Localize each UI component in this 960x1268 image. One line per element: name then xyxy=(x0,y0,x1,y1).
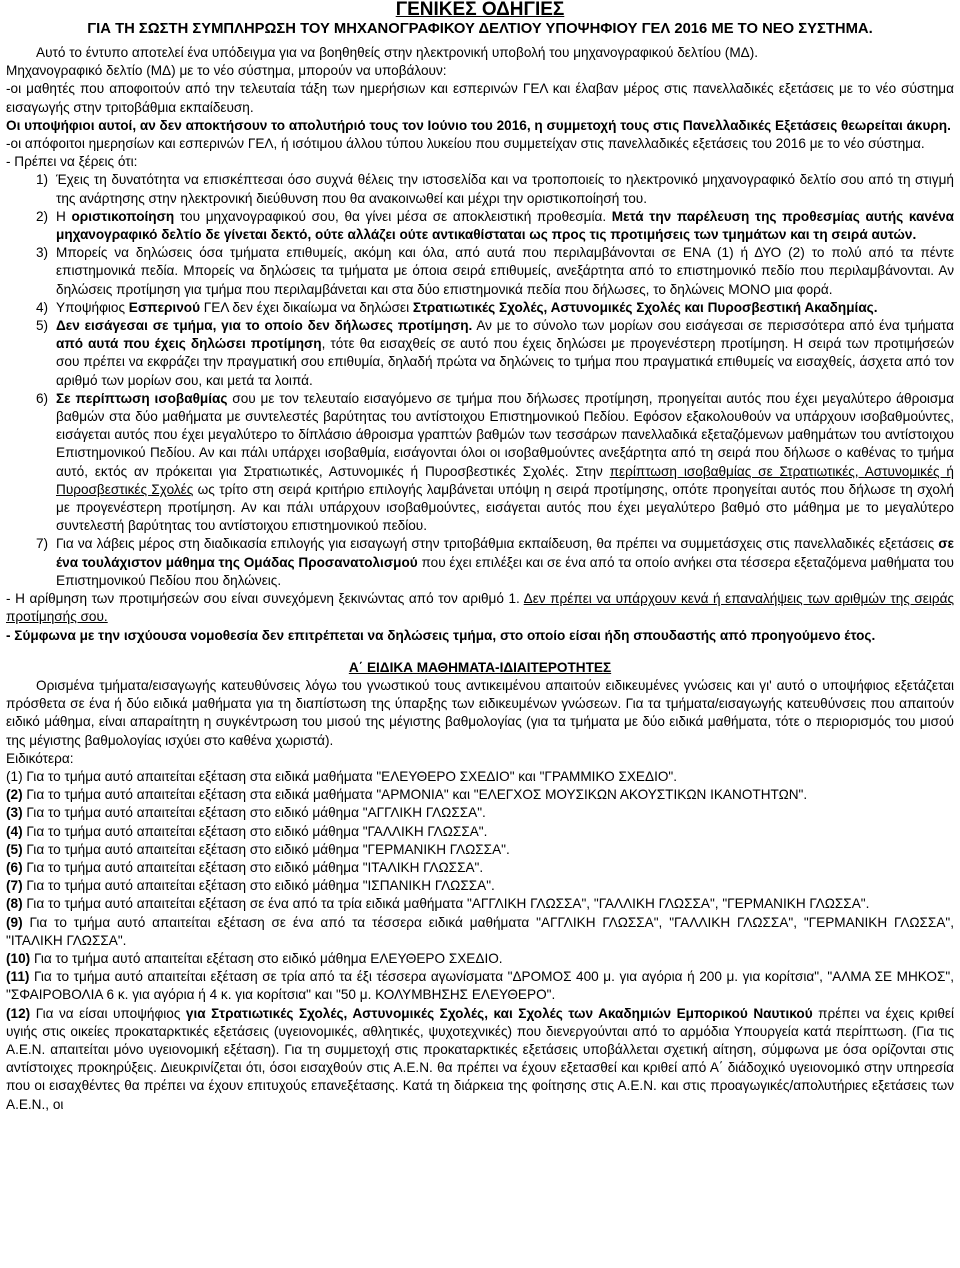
text-run: Αν με το σύνολο των μορίων σου εισάγεσαι σε περισσότερα από ένα τμήματα xyxy=(472,318,954,334)
text-run: ως τρίτο στη σειρά κριτήριο επιλογής λαμβάνεται υπόψη η σειρά προτίμησης, οπότε προηγείται αυτός που δήλωσε τη σχολή με προγενέστερη προτίμηση. Αν και πάλι υπάρχουν ισοβαθμούντες, εισάγεται αυτός που έχει μεγαλύτερο βαθμό στο μάθημα με το μεγαλύτερο συντελεστή βαρύτητας του αντίστοιχου επιστημονικού πεδίου. xyxy=(56,481,954,534)
special-note-text: Για το τμήμα αυτό απαιτείται εξέταση στο ειδικό μάθημα "ΙΤΑΛΙΚΗ ΓΛΩΣΣΑ". xyxy=(22,859,484,875)
text-run: από αυτά που έχεις δηλώσει προτίμηση xyxy=(56,336,322,352)
special-note-text: Για το τμήμα αυτό απαιτείται εξέταση σε ένα από τα τρία ειδικά μαθήματα "ΑΓΓΛΙΚΗ ΓΛΩΣΣΑ", "ΓΑΛΛΙΚΗ ΓΛΩΣΣΑ", "ΓΕΡΜΑΝΙΚΗ ΓΛΩΣΣΑ". xyxy=(22,896,870,912)
list-item-number: 7) xyxy=(36,536,49,552)
text-run: Υποψήφιος xyxy=(56,299,129,315)
document-subtitle: ΓΙΑ ΤΗ ΣΩΣΤΗ ΣΥΜΠΛΗΡΩΣΗ ΤΟΥ ΜΗΧΑΝΟΓΡΑΦΙΚΟΥ ΔΕΛΤΙΟΥ ΥΠΟΨΗΦΙΟΥ ΓΕΛ 2016 ΜΕ ΤΟ ΝΕΟ ΣΥΣΤΗΜΑ. xyxy=(87,21,873,37)
special-note-number: (1) xyxy=(6,768,23,784)
text-run: - Η αρίθμηση των προτιμήσεών σου είναι συνεχόμενη ξεκινώντας από τον αριθμό 1. xyxy=(6,591,524,607)
special-note-number: (6) xyxy=(6,859,23,875)
text-run: περίπτωση ισοβαθμίας σε Στρατιωτικές, Αστυνομικές ή Πυροσβεστικές Σχολές xyxy=(56,463,954,497)
instructions-list xyxy=(6,171,954,590)
text-run: (12) xyxy=(6,1005,31,1021)
text-run: Για να είσαι υποψήφιος xyxy=(30,1005,186,1021)
special-note xyxy=(6,859,954,877)
list-item-number: 6) xyxy=(36,390,49,406)
special-note-number: (11) xyxy=(6,969,30,985)
list-item xyxy=(36,208,954,244)
special-note xyxy=(6,877,954,895)
list-item xyxy=(36,299,954,317)
text-run: Η xyxy=(56,208,72,224)
list-item-text xyxy=(56,171,954,207)
list-item-number: 3) xyxy=(36,245,49,261)
list-item xyxy=(36,535,954,590)
text-run: Μπορείς να δηλώσεις όσα τμήματα επιθυμείς, ακόμη και όλα, από αυτά που περιλαμβάνονται σε ΕΝΑ (1) ή ΔΥΟ (2) το πολύ από τα πέντε επιστημονικά πεδία. Μπορείς να δηλώσεις τα τμήματα με όποια σειρά επιθυμείς, ανεξάρτητα από το επιστημονικό πεδίο που περιλαμβάνονται. Αν δηλώσεις προτίμηση για τμήμα που περιλαμβάνεται και στα δύο επιστημονικά πεδία που δήλωσες, το δηλώνεις ΜΟΝΟ μια φορά. xyxy=(56,245,954,297)
text-run: πρέπει να έχεις κριθεί υγιής στις οικείες προκαταρκτικές εξετάσεις (υγειονομικές, αθλητικές, ψυχοτεχνικές) που διενεργούνται από το αρμόδια Υπουργεία κατά περίπτωση. (Για τις Α.Ε.Ν. απαιτείται μόνο υγειονομική εξέταση). Για τη συμμετοχή στις προκαταρκτικές εξετάσεις υποβάλλεται σχετική αίτηση, σύμφωνα με όσα ορίζονται στις αντίστοιχες προκηρύξεις. Διευκρινίζεται ότι, όσοι εισαχθούν στις Α.Ε.Ν. θα πρέπει να έχουν εξετασθεί και κριθεί από Α΄ διάδοχικό υγειονομικό στην υπηρεσία που οι εισαχθέντες θα πρέπει να έχουν επιτυχούς επανεξέτασης. Κατά τη διάρκεια της φοίτησης στις Α.Ε.Ν. και στις προαγωγικές/απολυτήριες εξετάσεις των Α.Ε.Ν., οι xyxy=(6,1005,954,1112)
special-note xyxy=(6,914,954,950)
list-item-number: 2) xyxy=(36,208,49,224)
legislation-paragraph: - Σύμφωνα με την ισχύουσα νομοθεσία δεν επιτρέπεται να δηλώσεις τμήμα, στο οποίο είσαι ήδη σπουδαστής από προηγούμενο έτος. xyxy=(6,627,876,643)
text-run: Μετά την παρέλευση της προθεσμίας αυτής κανένα μηχανογραφικό δελτίο δε γίνεται δεκτό, ούτε αλλάζει ούτε αντικαθίσταται ως προς τις προτιμήσεις των τμημάτων και τη σειρά αυτών. xyxy=(56,208,955,243)
special-note-number: (7) xyxy=(6,878,23,894)
know-that-heading: - Πρέπει να ξέρεις ότι: xyxy=(6,154,138,170)
special-note-text: Για το τμήμα αυτό απαιτείται εξέταση στο ειδικό μάθημα "ΑΓΓΛΙΚΗ ΓΛΩΣΣΑ". xyxy=(22,805,486,821)
intro-paragraph: Αυτό το έντυπο αποτελεί ένα υπόδειγμα για να βοηθηθείς στην ηλεκτρονική υποβολή του μηχανογραφικού δελτίου (ΜΔ). xyxy=(36,45,759,60)
text-run: σου με τον τελευταίο εισαγόμενο σε τμήμα που δήλωσες προτίμηση, προηγείται αυτός που έχει μεγαλύτερο άθροισμα βαθμών στα δύο μαθήματα με συντελεστές βαρύτητας του αντίστοιχου Επιστημονικού Πεδίου. Εφόσον εξακολουθούν να υπάρχουν ισοβαθμούντες, εισάγεται αυτός που έχει μεγαλύτερο το δίπλάσιο άθροισμα γραπτών βαθμών των τεσσάρων πανελλαδικά εξεταζόμενων μαθημάτων του αντίστοιχου Επιστημονικού Πεδίου. Αν και πάλι υπάρχει ισοβαθμία, εισάγονται όλοι οι ισοβαθμούντες ανεξάρτητα από τη σειρά που δήλωσε ο καθένας το τμήμα αυτό, εκτός αν πρόκειται για Στρατιωτικές, Αστυνομικές ή Πυροσβεστικές Σχολές. Στην xyxy=(56,390,954,479)
special-note-text: Για το τμήμα αυτό απαιτείται εξέταση στα ειδικά μαθήματα "ΑΡΜΟΝΙΑ" και "ΕΛΕΓΧΟΣ ΜΟΥΣΙΚΩΝ ΑΚΟΥΣΤΙΚΩΝ ΙΚΑΝΟΤΗΤΩΝ". xyxy=(22,787,808,803)
eligibility-warning: Οι υποψήφιοι αυτοί, αν δεν αποκτήσουν το απολυτήριό τους τον Ιούνιο του 2016, η συμμετοχή τους στις Πανελλαδικές Εξετάσεις θεωρείται άκυρη. xyxy=(6,117,951,133)
special-note-number: (8) xyxy=(6,896,23,912)
list-item-number: 4) xyxy=(36,299,49,315)
list-item-number: 1) xyxy=(36,172,49,188)
text-run: ΓΕΛ δεν έχει δικαίωμα να δηλώσει xyxy=(200,299,413,315)
special-note xyxy=(6,804,954,822)
eligibility-students: -οι μαθητές που αποφοιτούν από την τελευταία τάξη των ημερήσιων και εσπερινών ΓΕΛ και έλαβαν μέρος στις πανελλαδικές εξετάσεις με το νέο σύστημα εισαγωγής στην τριτοβάθμια εκπαίδευση. xyxy=(6,81,954,115)
list-item-text xyxy=(56,244,954,299)
section-title: Α΄ ΕΙΔΙΚΑ ΜΑΘΗΜΑΤΑ-ΙΔΙΑΙΤΕΡΟΤΗΤΕΣ xyxy=(348,659,612,675)
text-run: Σε περίπτωση ισοβαθμίας xyxy=(56,390,228,406)
document-title: ΓΕΝΙΚΕΣ ΟΔΗΓΙΕΣ xyxy=(395,0,565,20)
special-note-text: Για το τμήμα αυτό απαιτείται εξέταση στο ειδικό μάθημα ΕΛΕΥΘΕΡΟ ΣΧΕΔΙΟ. xyxy=(30,950,503,966)
special-note-text: Για το τμήμα αυτό απαιτείται εξέταση στο ειδικό μάθημα "ΙΣΠΑΝΙΚΗ ΓΛΩΣΣΑ". xyxy=(22,878,495,894)
text-run: Δεν πρέπει να υπάρχουν κενά ή επαναλήψεις των αριθμών της σειράς προτίμησής σου. xyxy=(6,591,955,625)
special-note-text: Για το τμήμα αυτό απαιτείται εξέταση σε τρία από τα έξι τέσσερα αγωνίσματα "ΔΡΟΜΟΣ 400 μ. για αγόρια ή 200 μ. για κορίτσια", "ΑΛΜΑ ΣΕ ΜΗΚΟΣ", "ΣΦΑΙΡΟΒΟΛΙΑ 6 κ. για αγόρια ή 4 κ. για κορίτσια" και "50 μ. ΚΟΛΥΜΒΗΣΗΣ ΕΛΕΥΘΕΡΟ". xyxy=(6,969,954,1003)
list-item-text xyxy=(56,208,954,244)
text-run: Δεν εισάγεσαι σε τμήμα, για το οποίο δεν δήλωσες προτίμηση. xyxy=(56,318,473,334)
special-note-number: (4) xyxy=(6,823,23,839)
eligibility-graduates: -οι απόφοιτοι ημερησίων και εσπερινών ΓΕΛ, ή ισότιμου άλλου τύπου λυκείου που συμμετείχαν στις πανελλαδικές εξετάσεις του 2016 με το νέο σύστημα. xyxy=(6,136,925,152)
text-run: του μηχανογραφικού σου, θα γίνει μέσα σε αποκλειστική προθεσμία. xyxy=(174,208,612,224)
special-note-number: (5) xyxy=(6,841,23,857)
special-note xyxy=(6,823,954,841)
text-run: Για να λάβεις μέρος στη διαδικασία επιλογής για εισαγωγή στην τριτοβάθμια εκπαίδευση, θα πρέπει να συμμετάσχεις στις πανελλαδικές εξετάσεις xyxy=(56,536,939,552)
text-run: , τότε θα εισαχθείς σε αυτό που έχεις δηλώσει με προγενέστερη προτίμηση. Η σειρά των προτιμήσεών σου πρέπει να εκφράζει την πραγματική σου επιθυμία, δηλαδή πρώτα να δηλώνεις το τμήμα που πραγματικά επιθυμείς να εισαχθείς, άσχετα από τον αριθμό των μορίων σου, και μετά τα λοιπά. xyxy=(56,336,955,388)
special-note-number: (9) xyxy=(6,914,23,930)
special-note-number: (2) xyxy=(6,787,23,803)
special-note-number: (10) xyxy=(6,950,31,966)
list-item-text xyxy=(56,390,954,536)
list-item xyxy=(36,244,954,299)
list-item-text xyxy=(56,535,954,590)
section-specifically: Ειδικότερα: xyxy=(6,750,74,766)
special-note-text: Για το τμήμα αυτό απαιτείται εξέταση στο ειδικό μάθημα "ΓΑΛΛΙΚΗ ΓΛΩΣΣΑ". xyxy=(22,823,488,839)
list-item xyxy=(36,390,954,536)
numbering-paragraph xyxy=(6,590,954,626)
special-note-12 xyxy=(6,1005,954,1114)
special-note xyxy=(6,895,954,913)
text-run: οριστικοποίηση xyxy=(71,208,175,224)
special-note xyxy=(6,841,954,859)
special-note xyxy=(6,768,954,786)
special-note xyxy=(6,968,954,1004)
special-note-text: Για το τμήμα αυτό απαιτείται εξέταση στο ειδικό μάθημα "ΓΕΡΜΑΝΙΚΗ ΓΛΩΣΣΑ". xyxy=(22,841,510,857)
special-note-text: Για το τμήμα αυτό απαιτείται εξέταση σε ένα από τα τέσσερα ειδικά μαθήματα "ΑΓΓΛΙΚΗ ΓΛΩΣΣΑ", "ΓΑΛΛΙΚΗ ΓΛΩΣΣΑ", "ΓΕΡΜΑΝΙΚΗ ΓΛΩΣΣΑ", "ΙΤΑΛΙΚΗ ΓΛΩΣΣΑ". xyxy=(6,914,954,948)
list-item-text xyxy=(56,299,954,317)
eligibility-paragraph: Μηχανογραφικό δελτίο (ΜΔ) με το νέο σύστημα, μπορούν να υποβάλουν: xyxy=(6,63,447,79)
text-run: Εσπερινού xyxy=(128,299,200,315)
text-run: που έχει επιλέξει και σε ένα από τα οποίο ανήκει στα τέσσερα εξεταζόμενα μαθήματα του Επιστημονικού Πεδίου που δηλώνεις. xyxy=(56,554,954,588)
text-run: για Στρατιωτικές Σχολές, Αστυνομικές Σχολές, και Σχολές των Ακαδημιών Εμπορικού Ναυτικού xyxy=(185,1005,813,1021)
list-item-number: 5) xyxy=(36,318,49,334)
special-note-text: Για το τμήμα αυτό απαιτείται εξέταση στα ειδικά μαθήματα "ΕΛΕΥΘΕΡΟ ΣΧΕΔΙΟ" και "ΓΡΑΜΜΙΚΟ ΣΧΕΔΙΟ". xyxy=(22,768,678,784)
list-item xyxy=(36,171,954,207)
special-courses-list xyxy=(6,768,954,1005)
special-note-number: (3) xyxy=(6,805,23,821)
list-item xyxy=(36,317,954,390)
text-run: σε ένα τουλάχιστον μάθημα της Ομάδας Προσανατολισμού xyxy=(56,536,954,570)
text-run: Στρατιωτικές Σχολές, Αστυνομικές Σχολές και Πυροσβεστική Ακαδημίας. xyxy=(412,299,878,315)
list-item-text xyxy=(56,317,954,390)
special-note xyxy=(6,950,954,968)
section-intro: Ορισμένα τμήματα/εισαγωγής κατευθύνσεις λόγω του γνωστικού τους αντικειμένου απαιτούν ειδικευμένες γνώσεις και γι' αυτό ο υποψήφιος εξετάζεται πρόσθετα σε ένα ή δύο ειδικά μαθήματα για τη διαπίστωση της ύπαρξης των ειδικευμένων γνώσεων. Για τα τμήματα/εισαγωγής κατευθύνσεις που απαιτούν ειδικό μάθημα, είναι απαραίτητη η συγκέντρωση του μισού της μέγιστης βαθμολογίας (για τα τμήματα με δύο ειδικά μαθήματα, τότε ο περιορισμός του μισού της μέγιστης βαθμολογίας ισχύει στο καθένα χωριστά). xyxy=(6,677,954,748)
special-note xyxy=(6,786,954,804)
text-run: Έχεις τη δυνατότητα να επισκέπτεσαι όσο συχνά θέλεις την ιστοσελίδα και να τροποποιείς το ηλεκτρονικό μηχανογραφικό δελτίο σου από τη στιγμή της ανάρτησης στην ηλεκτρονική διεύθυνση που θα ανακοινωθεί και μέχρι την οριστικοποίησή του. xyxy=(56,172,954,206)
